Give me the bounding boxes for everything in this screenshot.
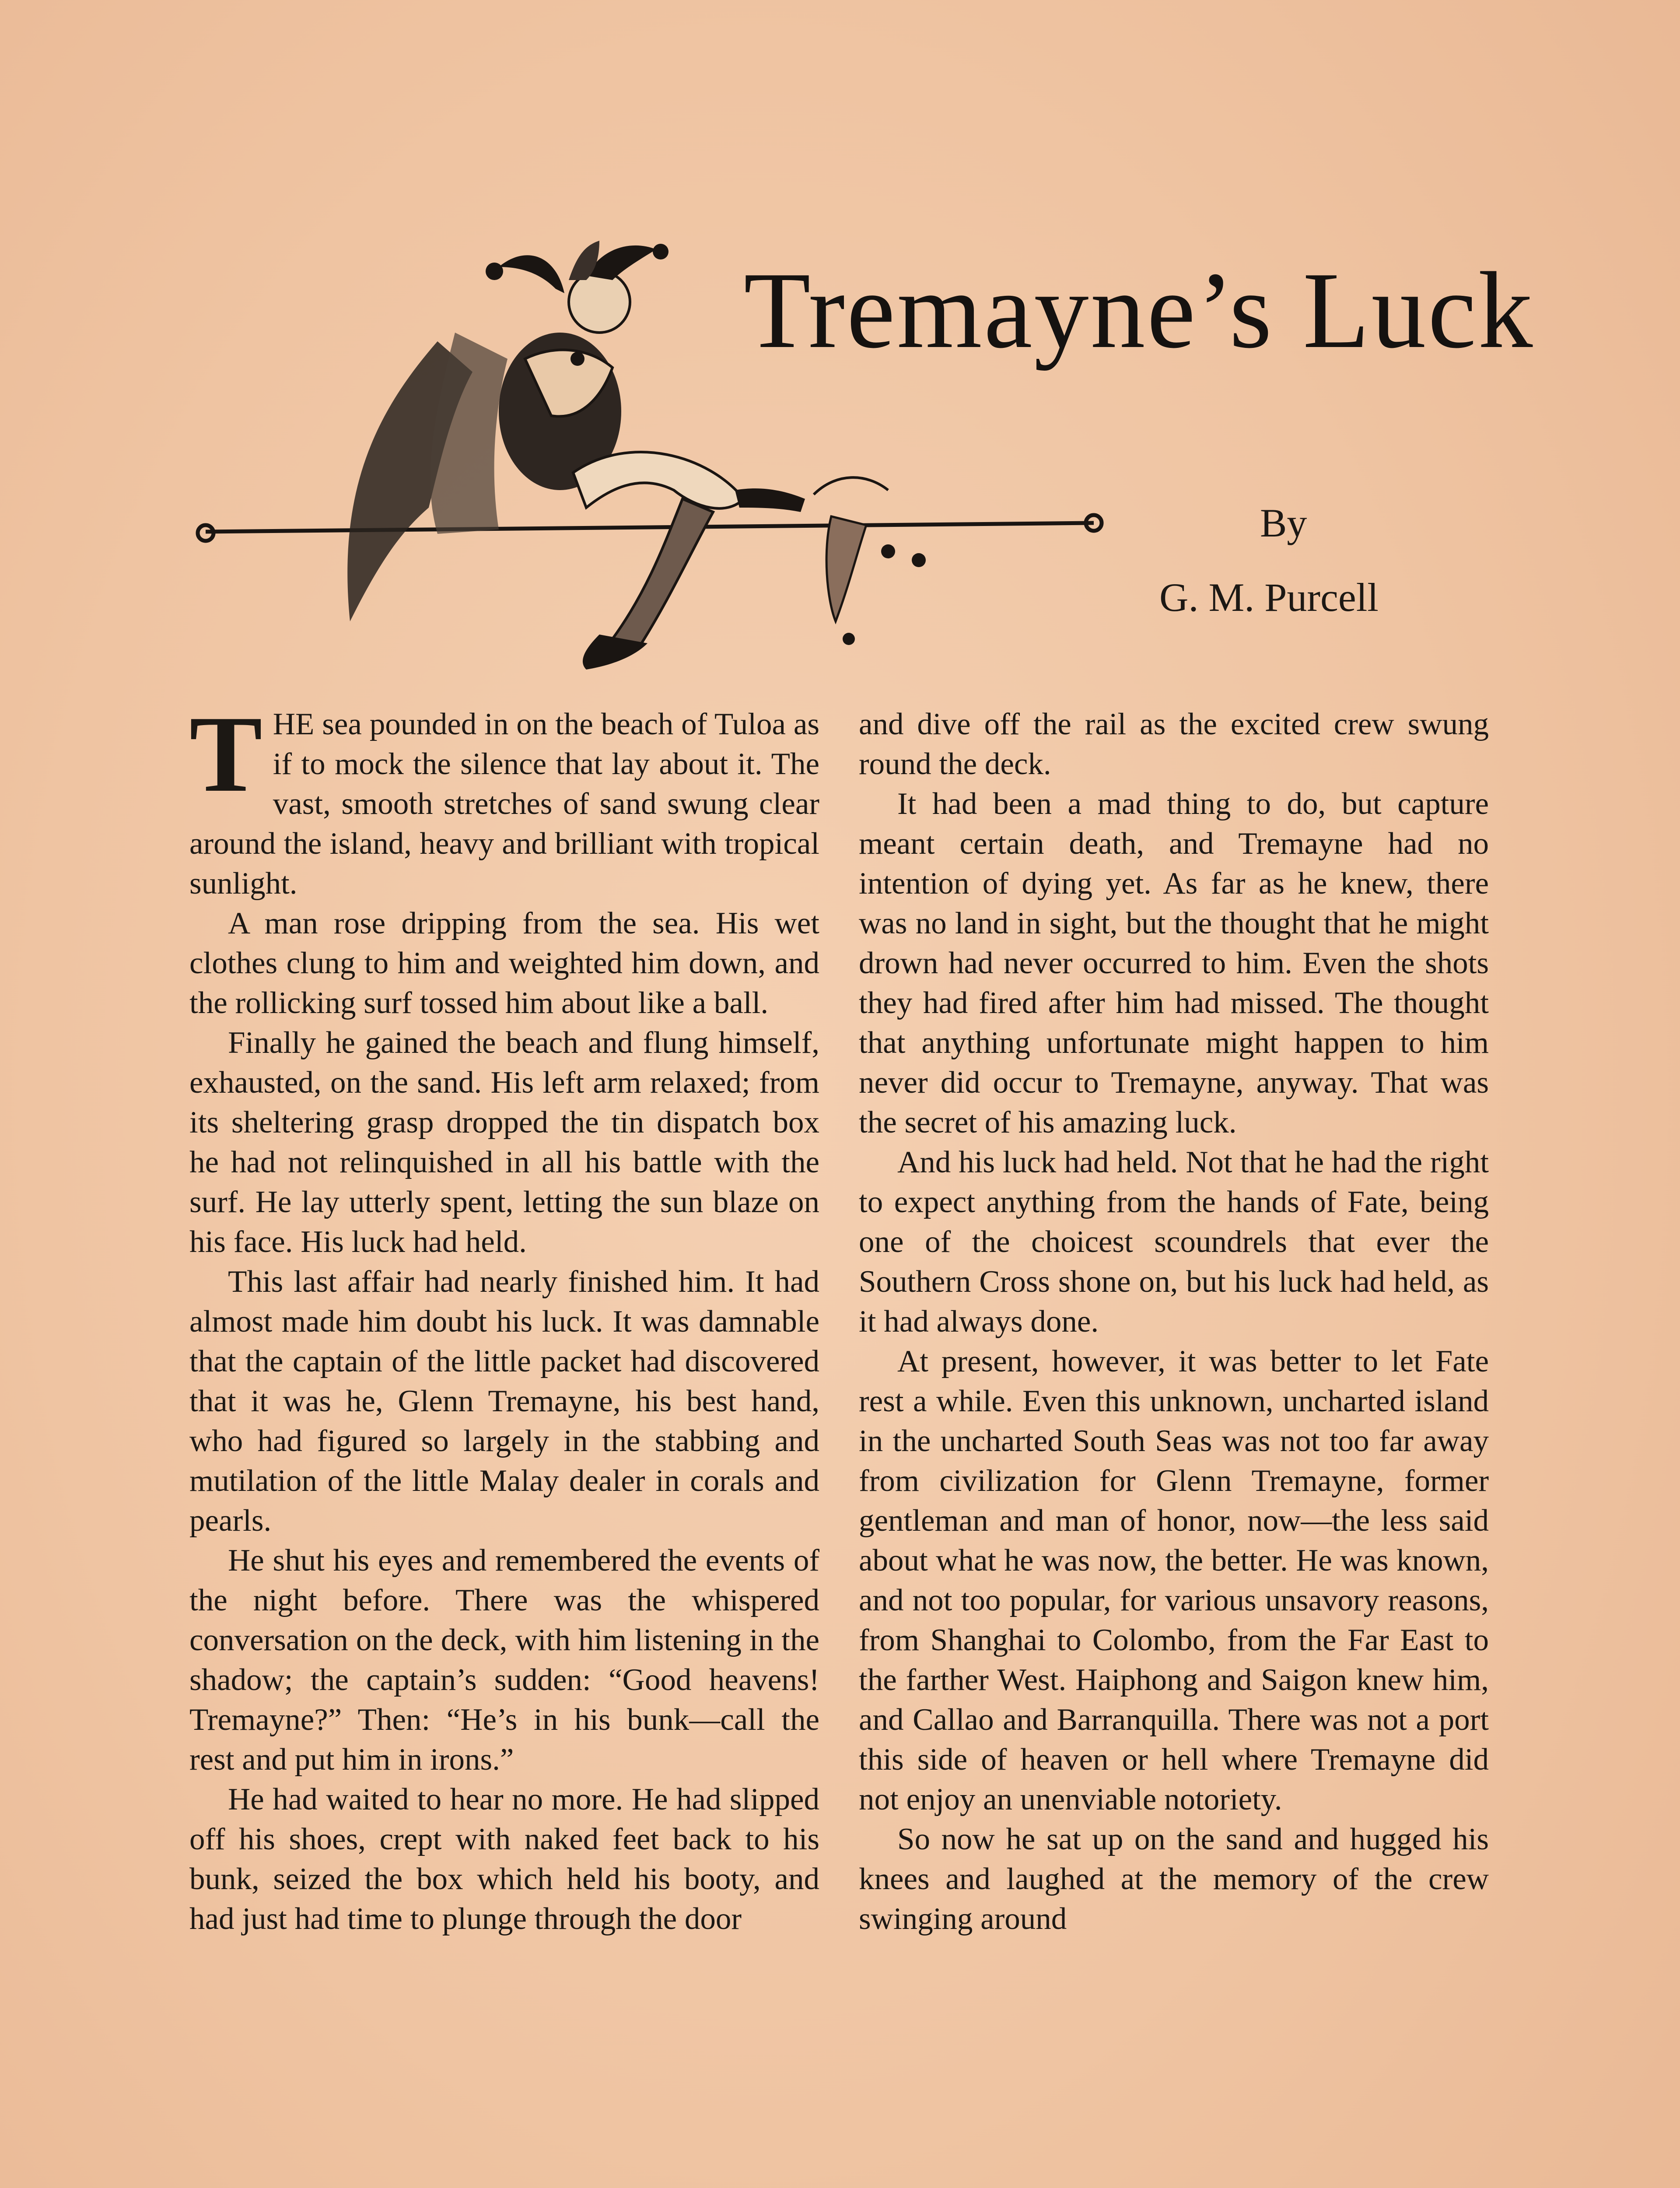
paragraph-text: HE sea pounded in on the beach of Tuloa as if to mock the silence that lay about it. The vast, smooth stretches of sand swung clear around the island, heavy and brilliant with tropical sunlight. [189,707,819,901]
paragraph [189,694,819,904]
right-column [859,705,1489,1939]
paragraph: He had waited to hear no more. He had slipped off his shoes, crept with naked feet back to his bunk, seized the box which held his booty, and had just had time to plunge through the door [189,1782,819,1936]
byline-label: By [1260,501,1307,545]
paragraph: It had been a mad thing to do, but capture meant certain death, and Tremayne had no intention of dying yet. As far as he knew, there was no land in sight, but the thought that he might drown had never occurred to him. Even the shots they had fired after him had missed. The thought that anything unfortunate might happen to him never did occur to Tremayne, anyway. That was the secret of his amazing luck. [859,787,1489,1140]
paragraph: At present, however, it was better to let Fate rest a while. Even this unknown, uncharted island in the uncharted South Seas was not too far away from civilization for Glenn Tremayne, former gentleman and man of honor, now—the less said about what he was now, the better. He was known, and not too popular, for various unsavory reasons, from Shanghai to Colombo, from the Far East to the farther West. Haiphong and Saigon knew him, and Callao and Barranquilla. There was not a port this side of heaven or hell where Tremayne did not enjoy an unenviable notoriety. [859,1344,1489,1816]
drop-cap: T [189,694,262,815]
story-title: Tremayne’s Luck [744,250,1535,371]
paragraph: And his luck had held. Not that he had the right to expect anything from the hands of Fate, being one of the choicest scoundrels that ever the Southern Cross shone on, but his luck had held, as it had always done. [859,1145,1489,1339]
paragraph: This last affair had nearly finished him. It had almost made him doubt his luck. It was damnable that the captain of the little packet had discovered that it was he, Glenn Tremayne, his best hand, who had figured so largely in the stabbing and mutilation of the little Malay dealer in corals and pearls. [189,1265,819,1538]
left-column [189,694,819,1939]
author-name: G. M. Purcell [1159,575,1379,620]
paragraph: A man rose dripping from the sea. His wet clothes clung to him and weighted him down, and the rollicking surf tossed him about like a ball. [189,906,819,1020]
paragraph: So now he sat up on the sand and hugged his knees and laughed at the memory of the crew swinging around [859,1822,1489,1936]
paragraph: He shut his eyes and remembered the events of the night before. There was the whispered conversation on the deck, with him listening in the shadow; the captain’s sudden: “Good heavens! Tremayne?” Then: “He’s in his bunk—call the rest and put him in irons.” [189,1543,819,1777]
paragraph: and dive off the rail as the excited crew swung round the deck. [859,707,1489,781]
paragraph: Finally he gained the beach and flung himself, exhausted, on the sand. His left arm relaxed; from its sheltering grasp dropped the tin dispatch box he had not relinquished in all his battle with the surf. He lay utterly spent, letting the sun blaze on his face. His luck had held. [189,1026,819,1259]
